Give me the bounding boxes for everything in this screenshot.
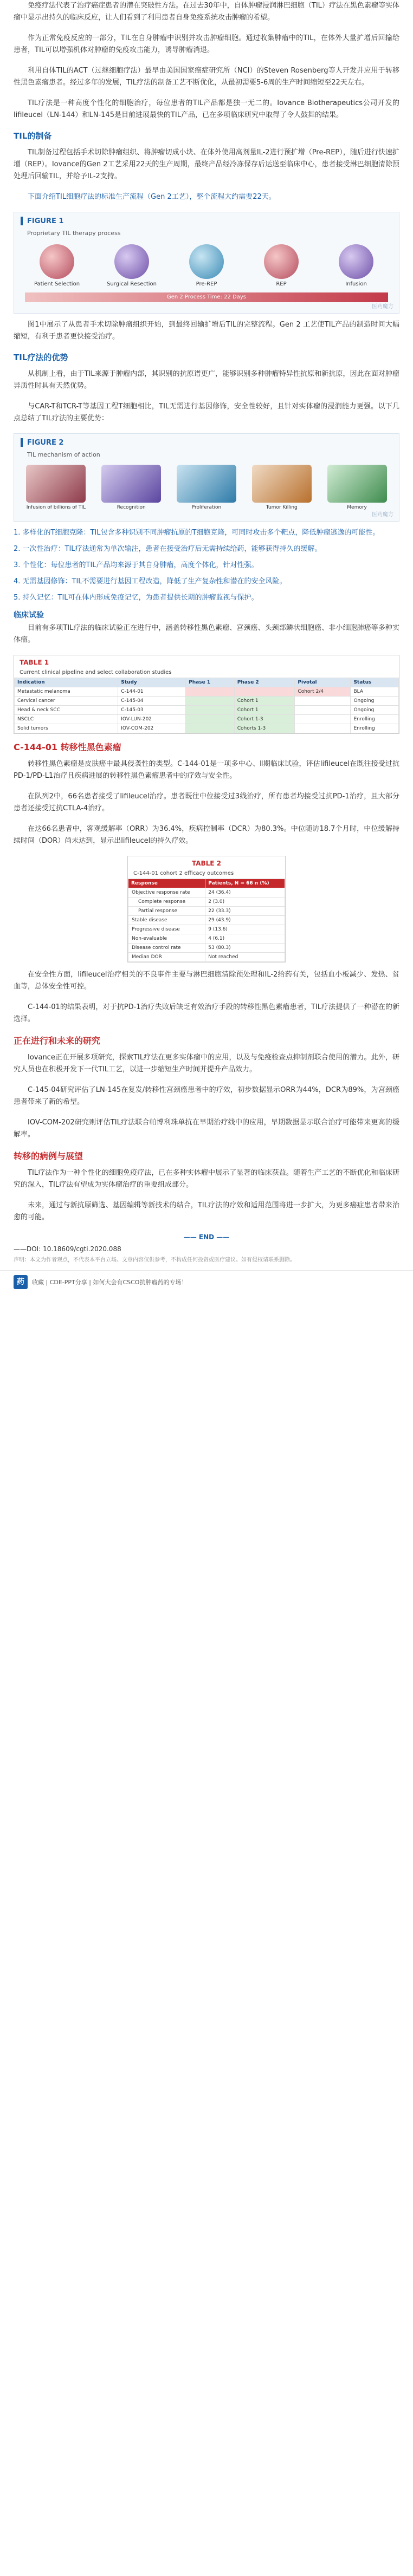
intro-paragraph-2: 作为正常免疫反应的一部分，TIL在自身肿瘤中识别并攻击肿瘤细胞。通过收集肿瘤中的TIL，在体外大量扩增后回输给患者，TIL可以增强机体对肿瘤的免疫攻击能力，诱导肿瘤消退。	[14, 34, 399, 54]
table-cell: Progressive disease	[128, 925, 205, 934]
figure-1-steps	[14, 240, 399, 289]
table-row	[128, 897, 285, 907]
table-header: Phase 2	[234, 678, 295, 687]
table-cell: 22 (33.3)	[205, 907, 285, 916]
section-heading-trials: 临床试验	[14, 611, 44, 620]
table-row	[128, 907, 285, 916]
after-table-2-paragraph-2: C-144-01的结果表明，对于抗PD-1治疗失败后缺乏有效治疗手段的转移性黑色素瘤患者，TIL疗法提供了一种潜在的新选择。	[14, 1003, 399, 1023]
section-heading-future: 正在进行和未来的研究	[14, 1036, 101, 1046]
table-header: Pivotal	[295, 678, 351, 687]
future-paragraph-1: Iovance正在开展多项研究，探索TIL疗法在更多实体瘤中的应用，以及与免疫检查点抑制剂联合使用的潜力。此外，研究人员也在积极开发下一代TIL工艺，以进一步缩短生产时间并提升产品效力。	[14, 1053, 399, 1074]
table-cell: IOV-COM-202	[118, 724, 186, 733]
panel-illustration	[327, 465, 387, 503]
table-cell: Partial response	[128, 907, 205, 916]
table-2-title: TABLE 2	[128, 856, 285, 870]
table-cell	[186, 715, 235, 724]
outlook-paragraph-1: TIL疗法作为一种个性化的细胞免疫疗法，已在多种实体瘤中展示了显著的临床获益。随着生产工艺的不断优化和临床研究的深入，TIL疗法有望成为实体瘤治疗的重要组成部分。	[14, 1169, 399, 1189]
table-cell	[186, 706, 235, 715]
table-cell: C-145-04	[118, 697, 186, 706]
table-header: Study	[118, 678, 186, 687]
table-2-caption: C-144-01 cohort 2 efficacy outcomes	[133, 870, 234, 876]
figure-2-title	[14, 434, 399, 451]
table-row	[15, 706, 399, 715]
table-cell: Cohort 1	[234, 706, 295, 715]
table-cell: Cohort 2/4	[295, 687, 351, 697]
figure-title-bar	[21, 438, 23, 447]
table-cell: Metastatic melanoma	[15, 687, 118, 697]
panel-illustration	[177, 465, 236, 503]
figure-2-panels	[14, 461, 399, 513]
table-cell: Median DOR	[128, 953, 205, 962]
table-cell: Head & neck SCC	[15, 706, 118, 715]
trials-intro: 目前有多项TIL疗法的临床试验正在进行中，涵盖转移性黑色素瘤、宫颈癌、头颈部鳞状细胞癌、非小细胞肺癌等多种实体瘤。	[14, 624, 399, 644]
figure-title-bar	[21, 217, 23, 225]
doi-reference: ——DOI: 10.18609/cgti.2020.088	[14, 1245, 121, 1253]
table-cell	[186, 687, 235, 697]
panel-label: Memory	[347, 505, 367, 510]
table-cell: IOV-LUN-202	[118, 715, 186, 724]
panel-illustration	[252, 465, 312, 503]
figure-2-subtitle: TIL mechanism of action	[27, 451, 100, 458]
table-header: Response	[128, 879, 205, 888]
step-label: Pre-REP	[196, 281, 217, 287]
figure-2-title-text: FIGURE 2	[27, 438, 64, 447]
table-cell: 53 (80.3)	[205, 944, 285, 953]
process-time-bar: Gen 2 Process Time: 22 Days	[25, 292, 388, 302]
intro-paragraph-3: 利用自体TIL的ACT（过继细胞疗法）最早由美国国家癌症研究所（NCI）的Steven Rosenberg等人开发并应用于转移性黑色素瘤患者。经过多年的发展，TIL疗法的制备工艺不断优化，从最初需要5-6周的生产时间缩短至22天左右。	[14, 67, 399, 87]
table-cell: Ongoing	[351, 697, 399, 706]
step-label: Surgical Resection	[107, 281, 157, 287]
table-cell: Enrolling	[351, 724, 399, 733]
table-cell	[295, 697, 351, 706]
panel-illustration	[101, 465, 161, 503]
table-cell: Cohorts 1-3	[234, 724, 295, 733]
future-paragraph-3: IOV-COM-202研究则评估TIL疗法联合帕博利珠单抗在早期治疗线中的应用，早期数据显示联合治疗可能带来更高的缓解率。	[14, 1118, 399, 1139]
step-illustration	[189, 244, 224, 279]
table-cell	[186, 697, 235, 706]
advantages-paragraph-1: 从机制上看，由于TIL来源于肿瘤内部，其识别的抗原谱更广，能够识别多种肿瘤特异性抗原和新抗原，因此在面对肿瘤异质性时具有天然优势。	[14, 370, 399, 390]
table-row	[15, 724, 399, 733]
table-cell: Cervical cancer	[15, 697, 118, 706]
table-1-caption: Current clinical pipeline and select collaboration studies	[20, 669, 172, 675]
advantage-item: 3. 个性化：每位患者的TIL产品均来源于其自身肿瘤，高度个体化，针对性强。	[14, 561, 259, 569]
figure-2	[14, 433, 399, 522]
section-heading-c144: C-144-01 转移性黑色素瘤	[14, 742, 121, 752]
figure-1-step	[105, 242, 159, 287]
figure-2-panel	[177, 465, 236, 510]
table-cell	[295, 706, 351, 715]
step-illustration	[114, 244, 149, 279]
c144-paragraph-2: 在队列2中，66名患者接受了lifileucel治疗。患者既往中位接受过3线治疗，所有患者均接受过抗PD-1治疗，且大部分患者还接受过抗CTLA-4治疗。	[14, 792, 399, 812]
table-header: Indication	[15, 678, 118, 687]
table-cell: Stable disease	[128, 916, 205, 925]
table-row	[128, 916, 285, 925]
table-header: Phase 1	[186, 678, 235, 687]
step-illustration	[40, 244, 74, 279]
table-cell: C-145-03	[118, 706, 186, 715]
intro-paragraph-4: TIL疗法是一种高度个性化的细胞治疗，每位患者的TIL产品都是独一无二的。Iovance Biotherapeutics公司开发的lifileucel（LN-144）和LN-145是目前进展最快的TIL产品，已在多项临床研究中取得了令人鼓舞的结果。	[14, 99, 399, 119]
table-row	[15, 715, 399, 724]
table-cell: Cohort 1	[234, 697, 295, 706]
table-row	[128, 944, 285, 953]
table-row	[128, 934, 285, 944]
advantage-item: 1. 多样化的T细胞克隆：TIL包含多种识别不同肿瘤抗原的T细胞克隆，可同时攻击多个靶点，降低肿瘤逃逸的可能性。	[14, 529, 380, 537]
table-cell: NSCLC	[15, 715, 118, 724]
table-cell: Solid tumors	[15, 724, 118, 733]
figure-1-step	[329, 242, 383, 287]
table-row	[128, 925, 285, 934]
account-logo-icon: 药	[14, 1275, 28, 1289]
panel-illustration	[26, 465, 86, 503]
after-table-2-paragraph-1: 在安全性方面，lifileucel治疗相关的不良事件主要与淋巴细胞清除预处理和IL-2给药有关，包括血小板减少、发热、贫血等，总体安全性可控。	[14, 971, 399, 991]
table-header: Patients, N = 66 n (%)	[205, 879, 285, 888]
table-1-grid	[14, 678, 399, 733]
manufacture-highlight: 下面介绍TIL细胞疗法的标准生产流程（Gen 2工艺），整个流程大约需要22天。	[28, 193, 276, 201]
disclaimer: 声明：本文为作者观点，不代表本平台立场。文章内容仅供参考，不构成任何投资或医疗建议。如有侵权请联系删除。	[14, 1257, 295, 1263]
figure-1-step	[254, 242, 308, 287]
advantage-item: 2. 一次性治疗：TIL疗法通常为单次输注，患者在接受治疗后无需持续给药，能够获得持久的缓解。	[14, 545, 322, 553]
table-cell	[186, 724, 235, 733]
table-cell	[234, 687, 295, 697]
figure-2-panel	[327, 465, 387, 510]
panel-label: Tumor Killing	[266, 505, 298, 510]
figure-watermark: 医药魔方	[372, 304, 393, 310]
figure-2-panel	[101, 465, 161, 510]
table-cell: C-144-01	[118, 687, 186, 697]
table-cell: 24 (36.4)	[205, 888, 285, 897]
figure-1-subtitle: Proprietary TIL therapy process	[27, 230, 121, 237]
table-row	[15, 687, 399, 697]
c144-paragraph-3: 在这66名患者中，客观缓解率（ORR）为36.4%，疾病控制率（DCR）为80.3%。中位随访18.7个月时，中位缓解持续时间（DOR）尚未达到，显示出lifileucel的持久疗效。	[14, 825, 399, 845]
table-cell	[295, 724, 351, 733]
manufacture-paragraph: TIL制备过程包括手术切除肿瘤组织、将肿瘤切成小块、在体外使用高剂量IL-2进行预扩增（Pre-REP），随后进行快速扩增（REP）。Iovance的Gen 2工艺采用22天的生产周期，最终产品经冷冻保存后运送至临床中心，患者接受淋巴细胞清除预处理后回输TIL，并给予IL-2支持。	[14, 148, 399, 180]
step-label: REP	[276, 281, 287, 287]
step-label: Infusion	[345, 281, 367, 287]
figure-1-step	[179, 242, 234, 287]
step-illustration	[264, 244, 299, 279]
advantage-item: 5. 持久记忆：TIL可在体内形成免疫记忆，为患者提供长期的肿瘤监视与保护。	[14, 594, 259, 602]
section-heading-advantages: TIL疗法的优势	[14, 353, 68, 362]
panel-label: Recognition	[117, 505, 146, 510]
advantages-paragraph-2: 与CAR-T和TCR-T等基因工程T细胞相比，TIL无需进行基因修饰，安全性较好，且针对实体瘤的浸润能力更强。以下几点总结了TIL疗法的主要优势：	[14, 402, 399, 422]
table-cell: Cohort 1-3	[234, 715, 295, 724]
future-paragraph-2: C-145-04研究评估了LN-145在复发/转移性宫颈癌患者中的疗效，初步数据显示ORR为44%，DCR为89%，为宫颈癌患者带来了新的希望。	[14, 1086, 399, 1106]
figure-1-title	[14, 212, 399, 230]
table-cell: 2 (3.0)	[205, 897, 285, 907]
table-2	[127, 856, 286, 962]
table-2-grid	[128, 879, 285, 962]
section-heading-outlook: 转移的病例与展望	[14, 1151, 83, 1161]
step-illustration	[339, 244, 373, 279]
table-cell: Disease control rate	[128, 944, 205, 953]
footer-link[interactable]	[0, 1270, 413, 1293]
table-cell: 29 (43.9)	[205, 916, 285, 925]
intro-paragraph-1: 免疫疗法代表了治疗癌症患者的潜在突破性方法。在过去30年中，自体肿瘤浸润淋巴细胞（TIL）疗法在黑色素瘤等实体瘤中显示出持久的临床反应，让人们看到了利用患者自身免疫系统攻击肿瘤的希望。	[14, 2, 399, 22]
figure-1	[14, 212, 399, 314]
section-heading-manufacture: TIL的制备	[14, 131, 52, 141]
figure-1-title-text: FIGURE 1	[27, 217, 64, 225]
table-cell: BLA	[351, 687, 399, 697]
table-cell	[295, 715, 351, 724]
table-cell: Complete response	[128, 897, 205, 907]
table-1	[14, 655, 399, 734]
panel-label: Proliferation	[191, 505, 222, 510]
table-cell: 4 (6.1)	[205, 934, 285, 944]
table-row	[15, 697, 399, 706]
figure-watermark: 医药魔方	[372, 512, 393, 518]
outlook-paragraph-2: 未来，通过与新抗原筛选、基因编辑等新技术的结合，TIL疗法的疗效和适用范围将进一步扩大，为更多癌症患者带来治愈的可能。	[14, 1201, 399, 1221]
table-cell: Non-evaluable	[128, 934, 205, 944]
table-cell: Ongoing	[351, 706, 399, 715]
step-label: Patient Selection	[34, 281, 80, 287]
advantage-item: 4. 无需基因修饰：TIL不需要进行基因工程改造，降低了生产复杂性和潜在的安全风险。	[14, 577, 287, 586]
table-header: Status	[351, 678, 399, 687]
footer-text: 收藏 | CDE-PPT分享 | 如何大会有CSCO抗肿瘤药的专场！	[32, 1279, 188, 1286]
table-header-row	[15, 678, 399, 687]
figure-1-caption: 图1中展示了从患者手术切除肿瘤组织开始，到最终回输扩增后TIL的完整流程。Gen 2 工艺使TIL产品的制造时间大幅缩短，有利于患者更快接受治疗。	[14, 321, 399, 341]
table-cell: 9 (13.6)	[205, 925, 285, 934]
table-cell: Enrolling	[351, 715, 399, 724]
table-cell: Not reached	[205, 953, 285, 962]
table-header-row	[128, 879, 285, 888]
table-1-title: TABLE 1	[14, 655, 399, 669]
c144-paragraph-1: 转移性黑色素瘤是皮肤癌中最具侵袭性的类型。C-144-01是一项多中心、Ⅱ期临床试验，评估lifileucel在既往接受过抗PD-1/PD-L1治疗且疾病进展的转移性黑色素瘤患者中的疗效与安全性。	[14, 760, 399, 780]
panel-label: Infusion of billions of TIL	[26, 505, 86, 510]
figure-2-panel	[252, 465, 312, 510]
figure-1-step	[30, 242, 84, 287]
end-mark: —— END ——	[183, 1233, 230, 1241]
figure-2-panel	[26, 465, 86, 510]
table-row	[128, 953, 285, 962]
table-row	[128, 888, 285, 897]
table-cell: Objective response rate	[128, 888, 205, 897]
